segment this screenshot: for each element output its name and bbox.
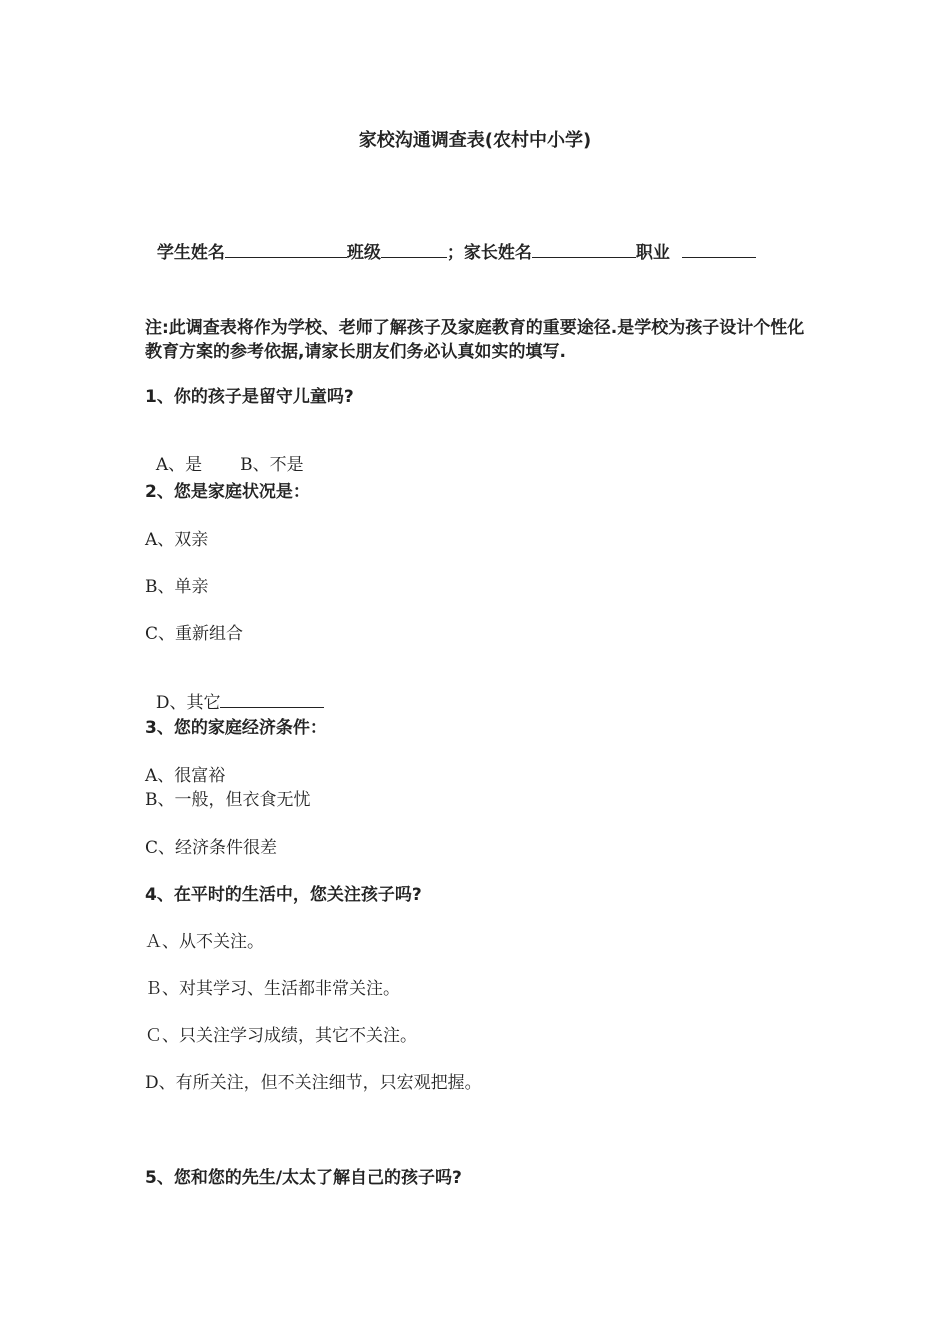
class-label: 班级	[346, 243, 381, 263]
question-1-options	[145, 435, 304, 475]
q2-option-a[interactable]: A、双亲	[145, 530, 209, 550]
question-1: 1、你的孩子是留守儿童吗?	[145, 387, 354, 407]
student-name-blank[interactable]	[225, 241, 347, 258]
q1-option-a[interactable]: A、是	[155, 455, 203, 475]
question-3: 3、您的家庭经济条件：	[145, 718, 327, 738]
info-fields-row	[145, 221, 756, 263]
q2-option-b[interactable]: B、单亲	[145, 577, 209, 597]
q4-option-d[interactable]: D、有所关注，但不关注细节，只宏观把握。	[145, 1073, 482, 1093]
q3-option-c[interactable]: C、经济条件很差	[145, 838, 278, 858]
job-blank[interactable]	[682, 241, 756, 258]
q2-option-d-row	[145, 671, 324, 713]
q2-option-c[interactable]: C、重新组合	[145, 624, 244, 644]
q2-other-blank[interactable]	[220, 691, 324, 708]
question-5: 5、您和您的先生/太太了解自己的孩子吗?	[145, 1168, 462, 1188]
parent-name-label: 家长姓名	[463, 243, 532, 263]
student-name-label: 学生姓名	[156, 243, 225, 263]
document-title: 家校沟通调查表(农村中小学)	[358, 130, 592, 151]
q4-option-a[interactable]: Ａ、从不关注。	[145, 932, 264, 952]
q3-option-b[interactable]: B、一般，但衣食无忧	[145, 790, 311, 810]
q2-option-d[interactable]: D、其它	[155, 693, 221, 713]
question-4: 4、在平时的生活中，您关注孩子吗?	[145, 885, 422, 905]
q1-option-b[interactable]: B、不是	[240, 455, 304, 475]
job-label: 职业	[635, 243, 670, 263]
q4-option-b[interactable]: Ｂ、对其学习、生活都非常关注。	[145, 979, 400, 999]
separator: ；	[446, 243, 464, 263]
class-blank[interactable]	[381, 241, 447, 258]
q3-option-a[interactable]: A、很富裕	[145, 766, 226, 786]
q4-option-c[interactable]: Ｃ、只关注学习成绩，其它不关注。	[145, 1026, 417, 1046]
question-2: 2、您是家庭状况是：	[145, 482, 310, 502]
note-paragraph: 注:此调查表将作为学校、老师了解孩子及家庭教育的重要途径.是学校为孩子设计个性化教育方案的参考依据,请家长朋友们务必认真如实的填写.	[145, 318, 805, 362]
parent-name-blank[interactable]	[532, 241, 636, 258]
